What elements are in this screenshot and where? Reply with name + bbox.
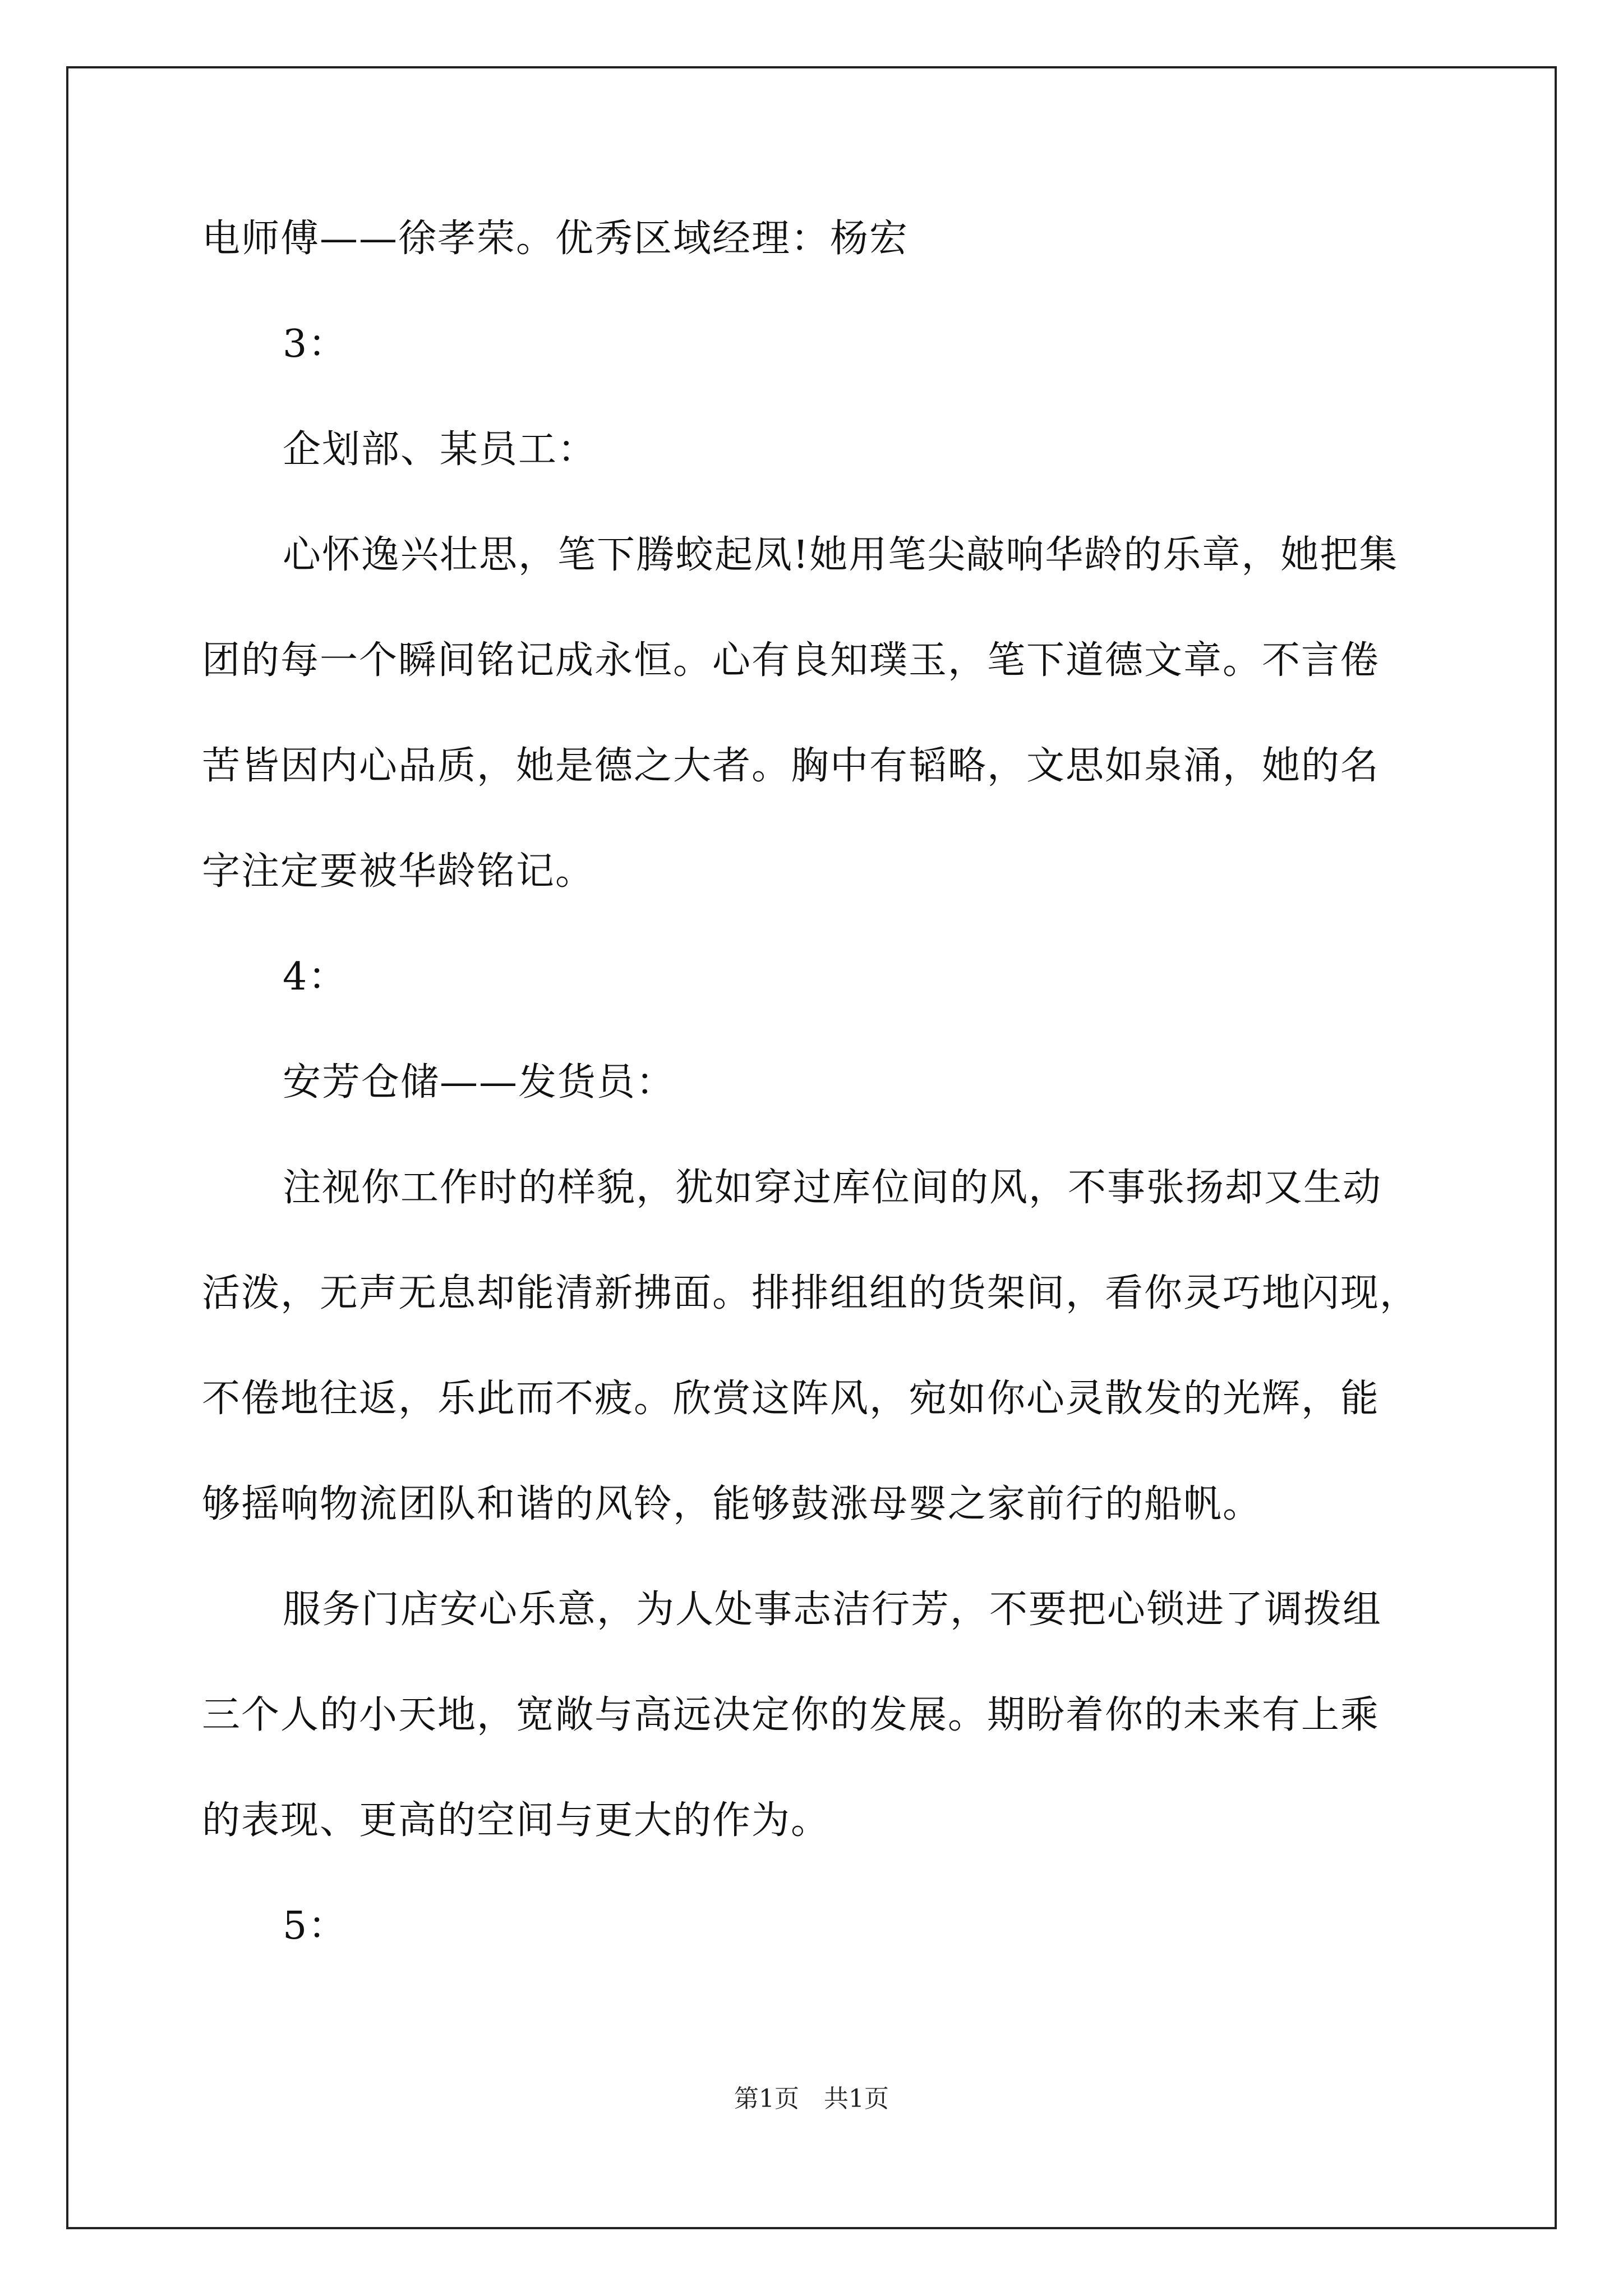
paragraph-line: 注视你工作时的样貌，犹如穿过库位间的风，不事张扬却又生动: [283, 1166, 1382, 1210]
page-footer: 第1页 共1页: [734, 2085, 889, 2113]
paragraph-line: 够摇响物流团队和谐的风铃，能够鼓涨母婴之家前行的船帆。: [202, 1482, 1262, 1526]
section-number: 3：: [283, 322, 348, 366]
text-line: 电师傅——徐孝荣。优秀区域经理：杨宏: [202, 217, 909, 261]
section-heading: 安芳仓储——发货员：: [283, 1060, 676, 1105]
paragraph-line: 活泼，无声无息却能清新拂面。排排组组的货架间，看你灵巧地闪现，: [202, 1271, 1419, 1315]
paragraph-line: 不倦地往返，乐此而不疲。欣赏这阵风，宛如你心灵散发的光辉，能: [202, 1377, 1380, 1421]
section-heading: 企划部、某员工：: [283, 427, 597, 472]
paragraph-line: 的表现、更高的空间与更大的作为。: [202, 1798, 831, 1843]
paragraph-line: 苦皆因内心品质，她是德之大者。胸中有韬略，文思如泉涌，她的名: [202, 744, 1380, 788]
paragraph-line: 服务门店安心乐意，为人处事志洁行芳，不要把心锁进了调拨组: [283, 1588, 1382, 1632]
paragraph-line: 三个人的小天地，宽敞与高远决定你的发展。期盼着你的未来有上乘: [202, 1693, 1380, 1737]
paragraph-line: 团的每一个瞬间铭记成永恒。心有良知璞玉，笔下道德文章。不言倦: [202, 638, 1380, 683]
paragraph-line: 字注定要被华龄铭记。: [202, 849, 595, 894]
paragraph-line: 心怀逸兴壮思，笔下腾蛟起凤!她用笔尖敲响华龄的乐章，她把集: [283, 533, 1399, 577]
section-number: 5：: [283, 1904, 348, 1948]
section-number: 4：: [283, 955, 348, 999]
